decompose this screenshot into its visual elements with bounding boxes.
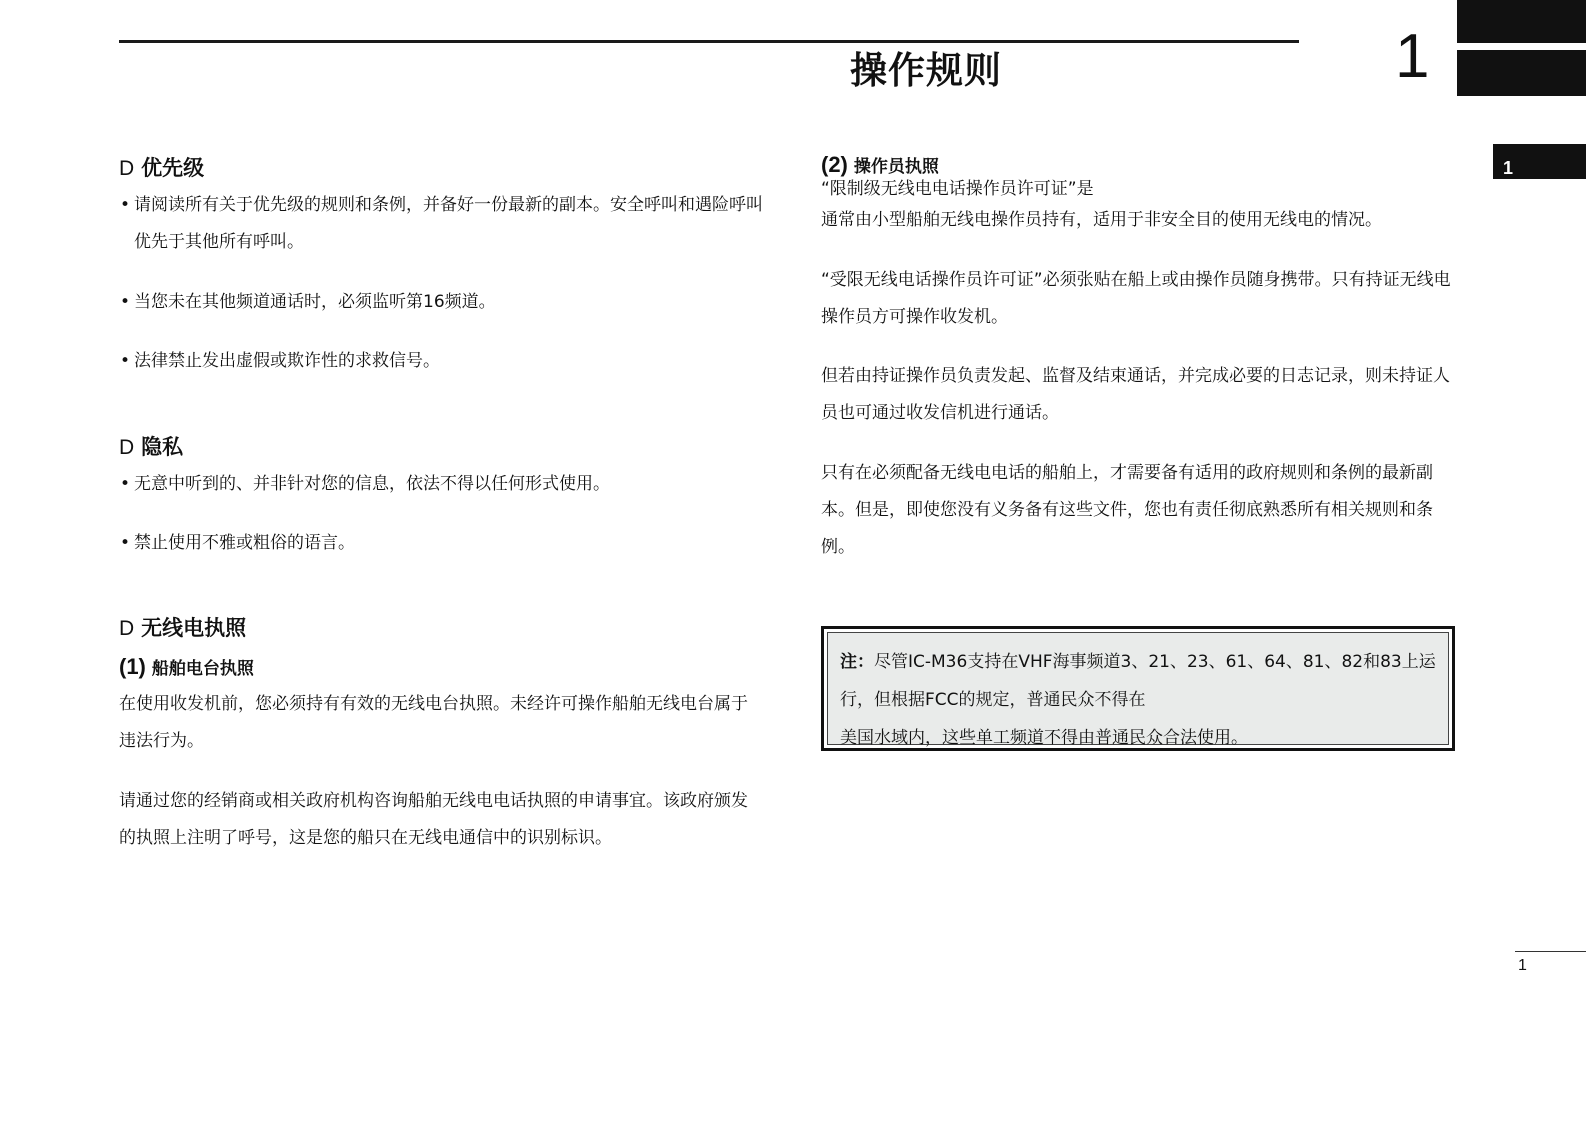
subheading-number: (1) [119,654,146,679]
list-item [120,466,764,503]
section-marker: D [119,157,135,180]
list-item [120,284,764,321]
operator-license-line: “限制级无线电电话操作员许可证”是 [821,179,1094,199]
chapter-tab-block-top [1457,0,1586,43]
bullet-dot: • [120,533,131,553]
list-item [120,343,764,380]
note-line: 美国水域内，这些单工频道不得由普通民众合法使用。 [840,728,1248,748]
operator-license-paragraph: 但若由持证操作员负责发起、监督及结束通话，并完成必要的日志记录，则未持证人员也可通过收发信机进行通话。 [821,366,1450,423]
bullet-dot: • [120,195,131,215]
note-text [840,643,1450,757]
list-item-text: 禁止使用不雅或粗俗的语言。 [134,533,355,553]
list-item-text: 当您未在其他频道通话时，必须监听第16频道。 [134,292,496,312]
page-title: 操作规则 [850,49,1002,92]
note-label: 注： [840,652,874,672]
side-tab-number: 1 [1503,158,1514,178]
radio-license-heading [119,612,246,642]
operator-license-paragraph: “受限无线电话操作员许可证”必须张贴在船上或由操作员随身携带。只有持证无线电操作员方可操作收发机。 [821,270,1451,327]
list-item [120,525,764,562]
bullet-dot: • [120,351,131,371]
privacy-heading-text: 隐私 [141,435,184,459]
list-item-text: 法律禁止发出虚假或欺诈性的求救信号。 [134,351,440,371]
station-license-paragraph: 在使用收发机前，您必须持有有效的无线电台执照。未经许可操作船舶无线电台属于违法行为。 [119,694,748,751]
subheading-text: 船舶电台执照 [151,659,254,679]
note-box [821,626,1455,751]
chapter-tab-block [1457,50,1586,96]
note-box-inner [827,632,1449,748]
station-license-subheading [119,654,254,680]
page-number: 1 [1518,957,1527,974]
note-line: 尽管IC-M36支持在VHF海事频道3、21、23、61、64、81、82和83上运行，但根据FCC的规定，普通民众不得在 [840,652,1436,710]
list-item-text: 请阅读所有关于优先级的规则和条例，并备好一份最新的副本。安全呼叫和遇险呼叫优先于其他所有呼叫。 [134,195,763,252]
section-side-tab [1493,144,1586,179]
subheading-number: (2) [821,152,848,177]
radio-license-heading-text: 无线电执照 [141,616,247,640]
section-marker: D [119,617,135,640]
operator-license-line: 通常由小型船舶无线电操作员持有，适用于非安全目的使用无线电的情况。 [821,210,1382,230]
section-marker: D [119,436,135,459]
bullet-dot: • [120,292,131,312]
chapter-number: 1 [1395,22,1430,91]
privacy-heading [119,431,183,461]
station-license-paragraph: 请通过您的经销商或相关政府机构咨询船舶无线电电话执照的申请事宜。该政府颁发的执照上注明了呼号，这是您的船只在无线电通信中的识别标识。 [119,791,748,848]
bullet-dot: • [120,474,131,494]
priority-heading-text: 优先级 [141,156,205,180]
header-rule [119,40,1299,43]
list-item [120,187,764,261]
operator-license-paragraph: 只有在必须配备无线电电话的船舶上，才需要备有适用的政府规则和条例的最新副本。但是，即使您没有义务备有这些文件，您也有责任彻底熟悉所有相关规则和条例。 [821,463,1433,557]
subheading-text: 操作员执照 [853,157,939,177]
list-item-text: 无意中听到的、并非针对您的信息，依法不得以任何形式使用。 [134,474,610,494]
priority-heading [119,152,204,182]
footer-rule [1515,951,1586,952]
